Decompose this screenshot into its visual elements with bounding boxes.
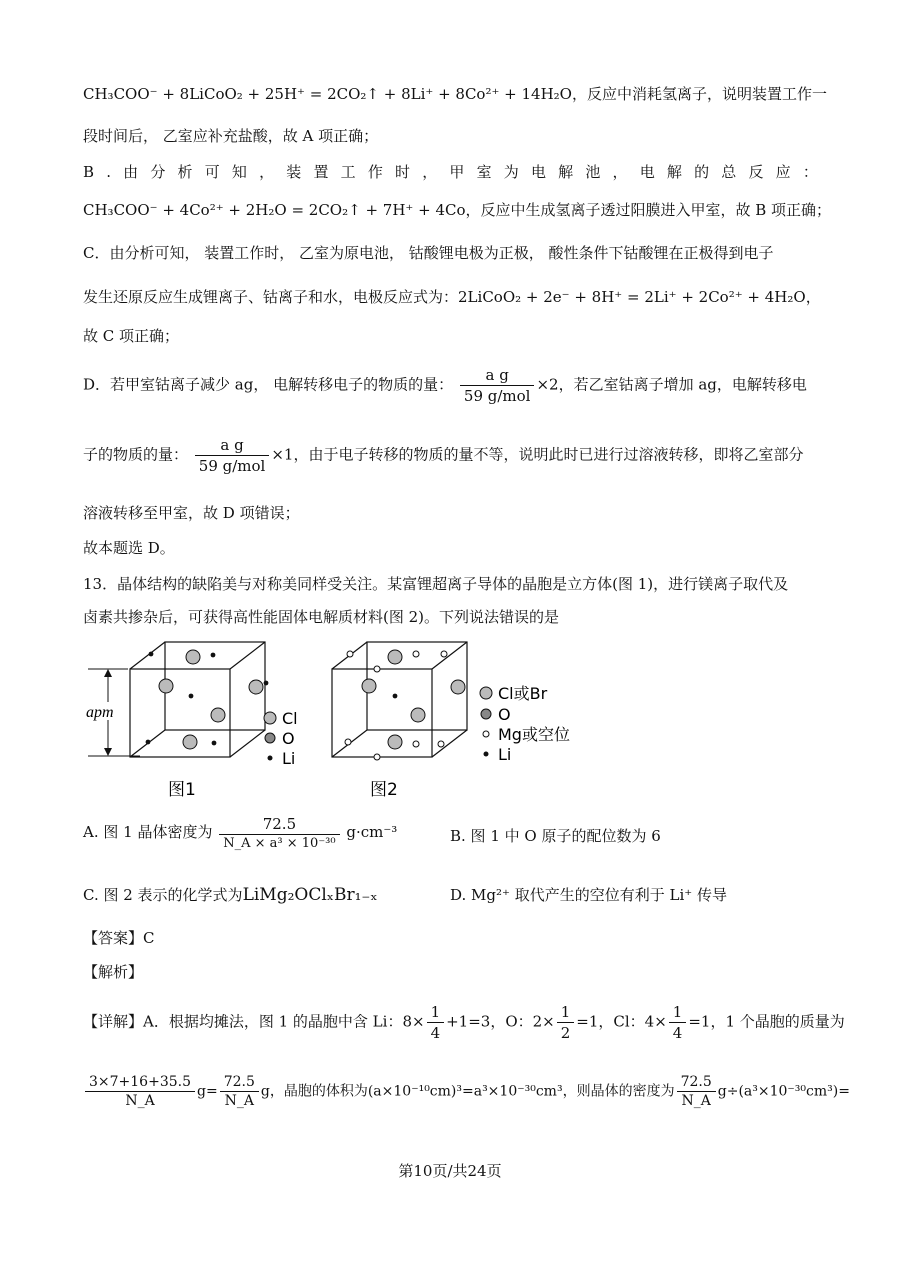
text: ，反应中消耗氢离子，说明装置工作一 [571,85,827,103]
fraction [557,1003,575,1042]
fraction [85,1074,195,1109]
formula: Li⁺ [669,886,693,904]
text-line-8 [83,366,807,405]
denominator: N_A × a³ × 10⁻³⁰ [223,836,336,851]
denominator: 59 g/mol [198,457,266,475]
numerator: 72.5 [677,1074,716,1092]
crystal-cell-figure-1 [80,632,300,804]
text: g，晶胞的体积为(a×10⁻¹⁰cm)³=a³×10⁻³⁰cm³，则晶体的密度为 [260,1083,675,1100]
text: ，由于电子转移的物质的量不等，说明此时已进行过溶液转移，即将乙室部分 [293,445,804,464]
char: 为 [503,163,519,181]
equation: CH₃COO⁻ + 8LiCoO₂ + 25H⁺ = 2CO₂↑ + 8Li⁺ + 8Co²⁺ + 14H₂O [83,85,572,103]
text: C. 图 2 表示的化学式为 [83,886,243,904]
figure-2-label: 图2 [370,780,398,800]
equation-line-4 [83,200,831,220]
text-line-7: 故 C 项正确； [83,327,180,345]
legend-li: Li [498,745,512,764]
text-line-3 [83,162,818,182]
denominator: N_A [125,1093,155,1109]
question-13-line-1: 13．晶体结构的缺陷美与对称美同样受关注。某富锂超离子导体的晶胞是立方体(图 1)，进行镁离子取代及 [83,575,789,593]
char: 总 [721,163,737,181]
option-a [83,815,397,851]
legend-o: O [282,729,295,748]
char: 应 [775,163,791,181]
numerator: 1 [669,1003,687,1023]
text: 发生还原反应生成锂离子、钴离子和水，电极反应式为： [83,288,459,306]
fraction [460,366,535,405]
numerator: 72.5 [219,815,339,835]
char: 解 [666,163,682,181]
text-line-9 [83,436,804,475]
char: 解 [558,163,574,181]
text: ， [805,288,821,306]
denominator: 4 [672,1024,683,1042]
text: ×2 [536,375,559,394]
char: 池 [585,163,601,181]
char: 可 [204,163,220,181]
denominator: 59 g/mol [463,387,531,405]
analysis-heading: 【解析】 [83,963,144,981]
text: ×1 [271,445,294,464]
unit: g·cm⁻³ [346,823,398,841]
legend-cl-br: Cl或Br [498,684,548,703]
formula: Mg²⁺ [471,886,510,904]
denominator: N_A [681,1093,711,1109]
question-13-line-2: 卤素共掺杂后，可获得高性能固体电解质材料(图 2)。下列说法错误的是 [83,608,560,626]
text: 子的物质的量： [83,445,189,464]
page-footer: 第10页/共24页 [398,1162,502,1180]
text-line-2: 段时间后， 乙室应补充盐酸，故 A 项正确； [83,127,379,145]
legend-o: O [498,705,511,724]
denominator: 2 [560,1024,571,1042]
char: 装 [286,163,302,181]
equation: CH₃COO⁻ + 4Co²⁺ + 2H₂O = 2CO₂↑ + 7H⁺ + 4Co [83,201,466,219]
text: D．若甲室钴离子减少 ag， 电解转移电子的物质的量： [83,375,454,394]
char: ， [612,163,628,181]
char: 反 [748,163,764,181]
cell-edge-label: apm [86,704,114,721]
answer-line: 【答案】C [83,929,155,947]
crystal-cell-figure-2 [320,632,610,804]
equation-line-1 [83,84,827,104]
char: 的 [694,163,710,181]
fraction [677,1074,716,1109]
legend-mg-vacancy: Mg或空位 [498,725,570,744]
option-c [83,885,378,905]
equation: 2LiCoO₂ + 2e⁻ + 8H⁺ = 2Li⁺ + 2Co²⁺ + 4H₂O [458,288,806,306]
char: 电 [530,163,546,181]
char: B [83,163,95,181]
denominator: 4 [430,1024,441,1042]
numerator: 1 [427,1003,445,1023]
char: ， [259,163,275,181]
text-line-5: C．由分析可知， 装置工作时， 乙室为原电池， 钴酸锂电极为正极， 酸性条件下钴酸锂在正极得到电子 [83,244,774,262]
text: 【详解】A．根据均摊法，图 1 的晶胞中含 Li：8× [83,1012,425,1031]
option-b: B. 图 1 中 O 原子的配位数为 6 [450,827,661,845]
char: 室 [476,163,492,181]
detail-line-2 [83,1074,850,1109]
text: ，反应中生成氢离子透过阳膜进入甲室，故 B 项正确； [465,201,832,219]
char: 析 [177,163,193,181]
fraction [219,815,339,851]
detail-line-1 [83,1003,845,1042]
char: ， [422,163,438,181]
char: . [106,163,111,181]
fraction [195,436,270,475]
text-line-10: 溶液转移至甲室，故 D 项错误； [83,504,300,522]
char: 时 [395,163,411,181]
char: 置 [313,163,329,181]
legend-li: Li [282,749,296,768]
char: ： [802,163,818,181]
text: D. [450,886,467,904]
char: 电 [639,163,655,181]
char: 工 [340,163,356,181]
text: 取代产生的空位有利于 [514,886,665,904]
char: 甲 [449,163,465,181]
numerator: 3×7+16+35.5 [85,1074,195,1092]
numerator: 1 [557,1003,575,1023]
option-d [450,885,727,905]
text: ，若乙室钴离子增加 ag，电解转移电 [558,375,807,394]
equation-line-6 [83,287,821,307]
text: =1，Cl：4× [576,1012,667,1031]
figure-1-label: 图1 [168,780,196,800]
numerator: a g [195,436,270,456]
numerator: a g [460,366,535,386]
formula: LiMg₂OClₓBr₁₋ₓ [242,885,378,905]
text: 传导 [697,886,728,904]
text-line-11: 故本题选 D。 [83,539,175,557]
text: =1，1 个晶胞的质量为 [688,1012,845,1031]
fraction [669,1003,687,1042]
fraction [220,1074,259,1109]
char: 作 [367,163,383,181]
text: A. 图 1 晶体密度为 [83,823,213,841]
denominator: N_A [224,1093,254,1109]
char: 由 [123,163,139,181]
fraction [427,1003,445,1042]
numerator: 72.5 [220,1074,259,1092]
text: g÷(a³×10⁻³⁰cm³)= [717,1083,850,1100]
char: 分 [150,163,166,181]
text: g= [197,1083,218,1100]
text: +1=3，O：2× [446,1012,555,1031]
legend-cl: Cl [282,709,298,728]
char: 知 [231,163,247,181]
